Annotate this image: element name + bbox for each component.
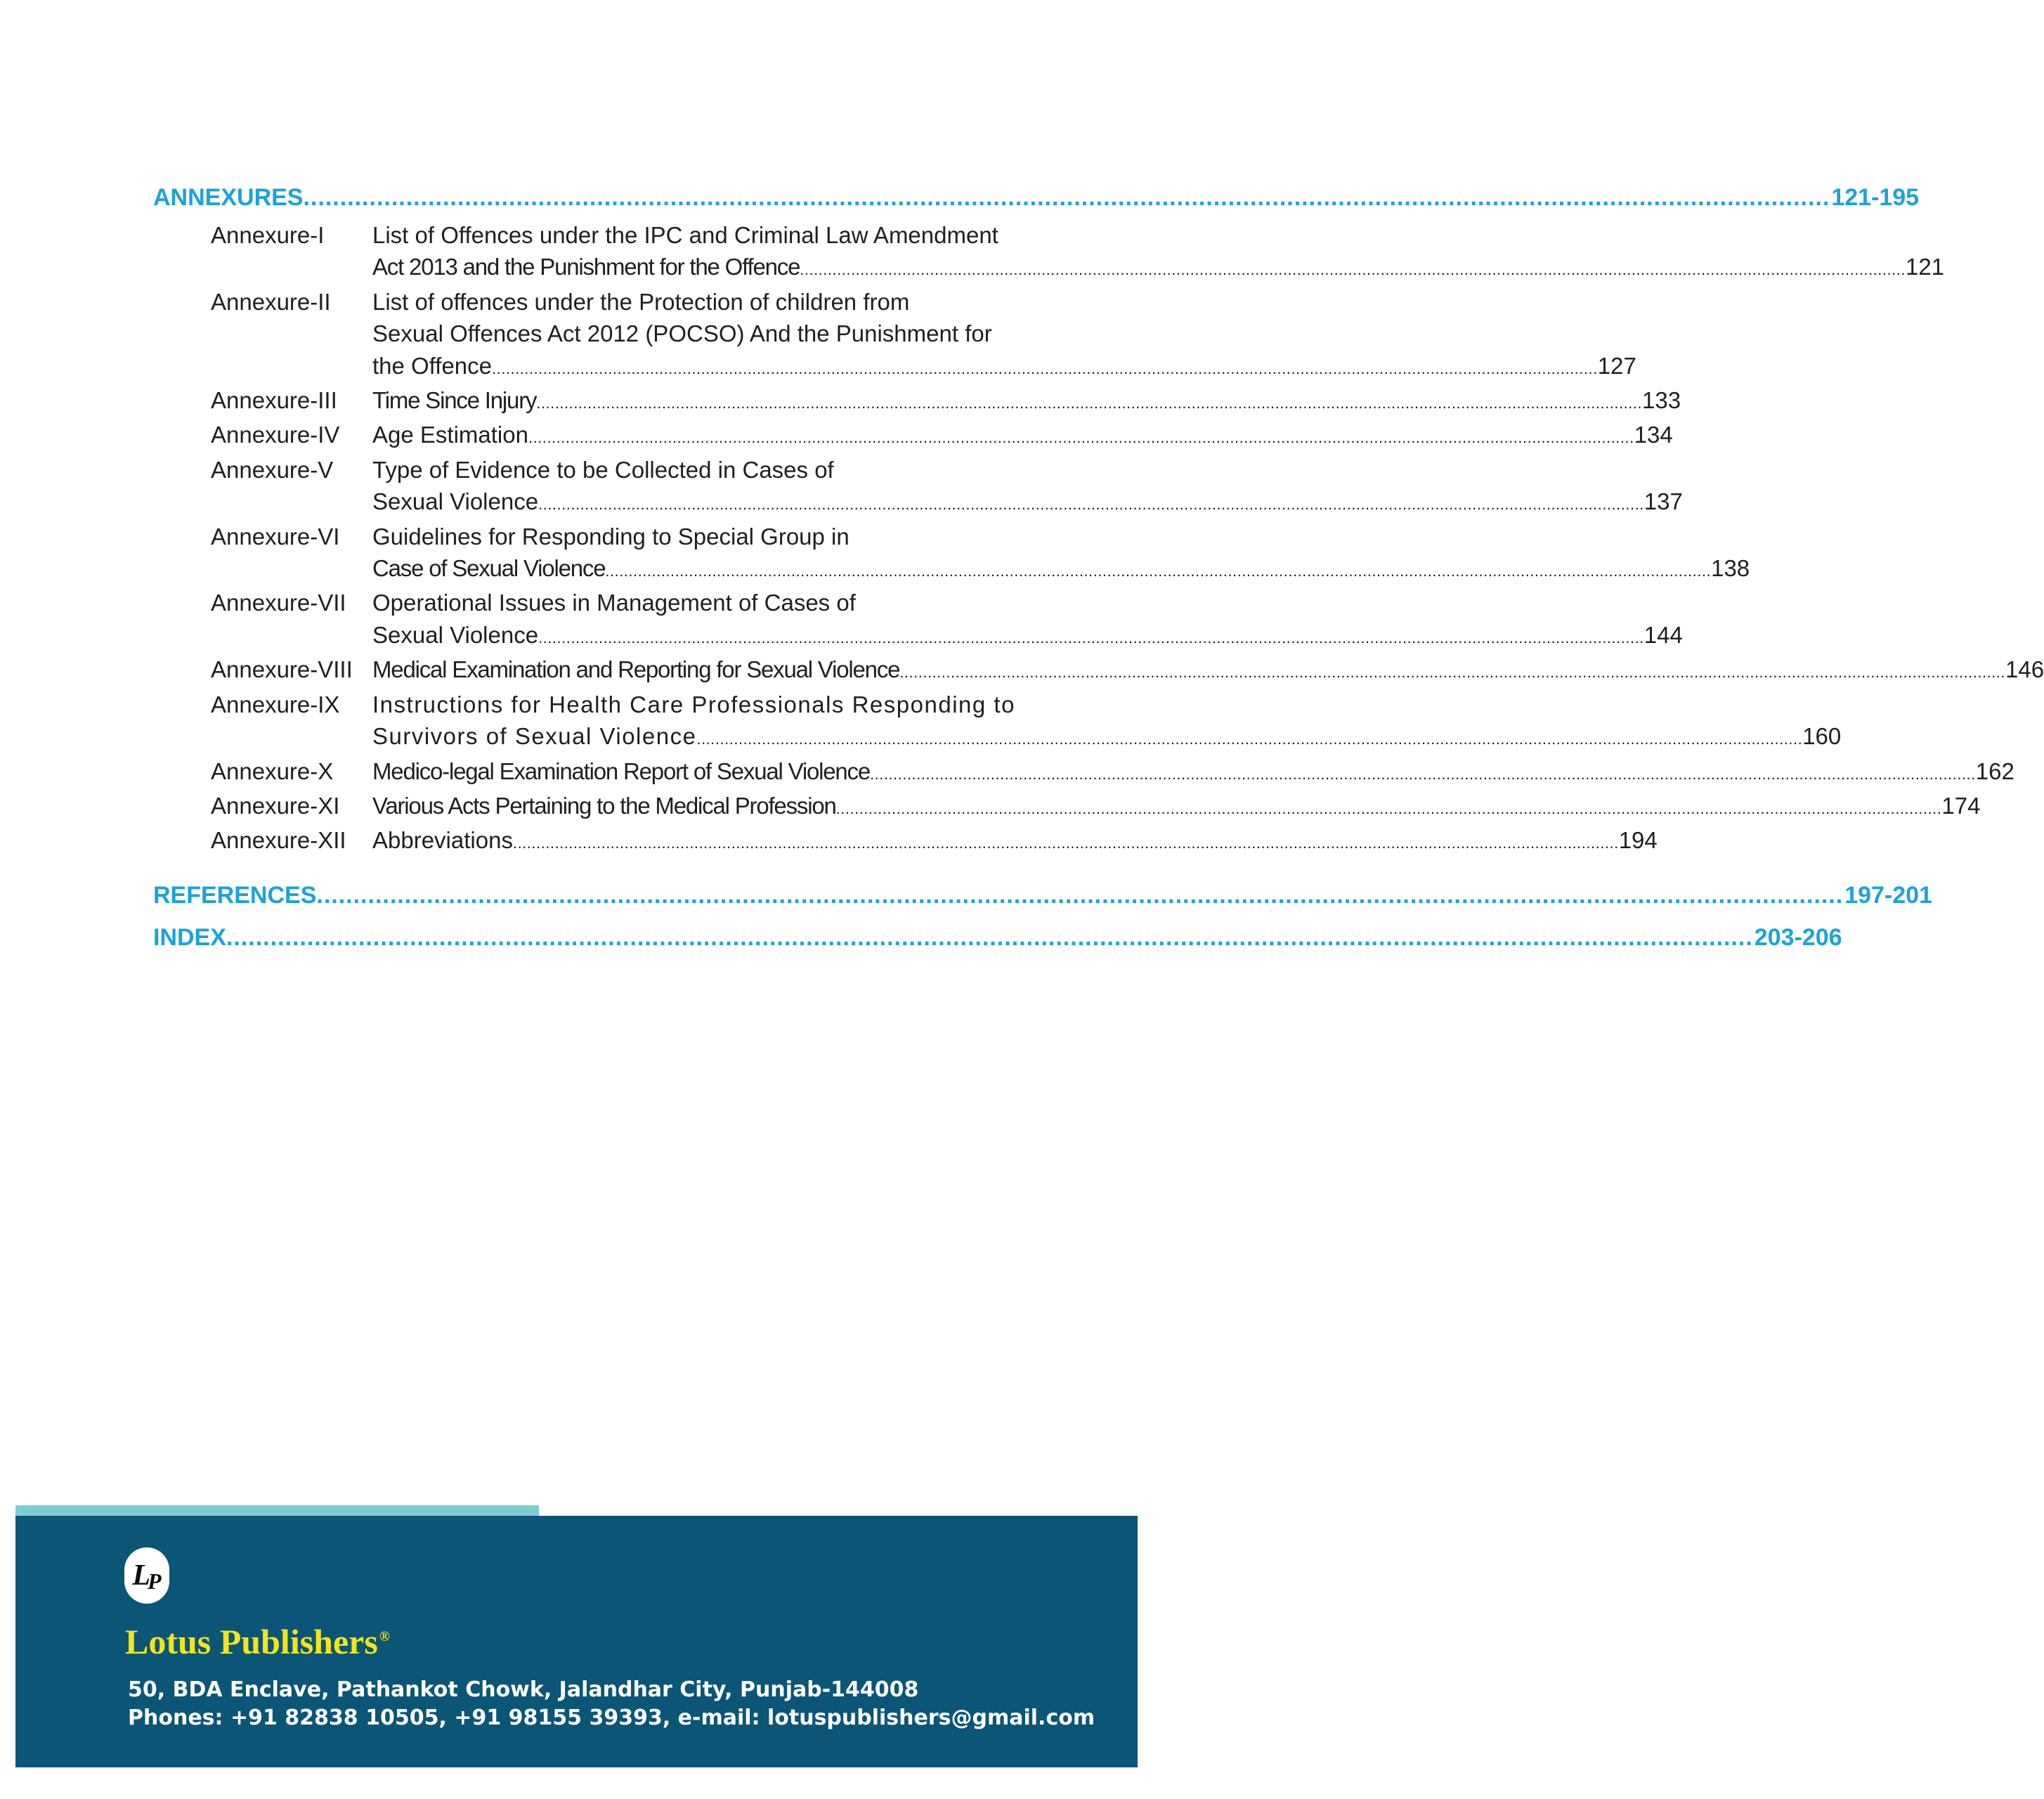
dot-leader xyxy=(899,656,2005,688)
entry-page: 174 xyxy=(1941,792,1981,819)
entry-page: 121 xyxy=(1905,254,1945,280)
dot-leader xyxy=(303,181,1830,214)
entry-title-line: Abbreviations xyxy=(372,827,513,854)
toc-entry xyxy=(211,286,1636,384)
entry-page: 162 xyxy=(1975,758,2014,784)
entry-title-line: Time Since Injury xyxy=(372,387,537,414)
entry-page: 144 xyxy=(1643,621,1683,648)
annexure-list xyxy=(211,219,2044,859)
dot-leader xyxy=(870,758,1976,790)
entry-page: 146 xyxy=(2005,656,2044,683)
toc-entry xyxy=(211,755,2014,790)
entry-title-line: Operational Issues in Management of Cases of xyxy=(372,590,856,616)
dot-leader xyxy=(528,422,1634,453)
entry-title-line: Various Acts Pertaining to the Medical Profession xyxy=(372,792,836,819)
entry-title-line: Sexual Violence xyxy=(372,488,539,515)
section-index xyxy=(153,921,1842,954)
entry-page: 133 xyxy=(1642,387,1681,414)
toc-entry xyxy=(211,824,1658,859)
dot-leader xyxy=(226,921,1753,954)
entry-page: 137 xyxy=(1643,488,1683,515)
toc-entry xyxy=(211,521,1750,587)
annexure-number: Annexure-II xyxy=(211,288,331,315)
entry-title-line: Age Estimation xyxy=(372,422,528,448)
entry-title-line: Act 2013 and the Punishment for the Offence xyxy=(372,254,800,280)
dot-leader xyxy=(513,827,1619,859)
publisher-contact: Phones: +91 82838 10505, +91 98155 39393, e-mail: lotuspublishers@gmail.com xyxy=(128,1706,1095,1730)
annexure-number: Annexure-III xyxy=(211,387,337,414)
publisher-name: Lotus Publishers ® xyxy=(125,1622,390,1661)
toc-entry xyxy=(211,454,1683,521)
annexure-number: Annexure-I xyxy=(211,222,325,248)
annexure-number: Annexure-VI xyxy=(211,523,340,550)
entry-title-line: Sexual Offences Act 2012 (POCSO) And the Punishment for xyxy=(372,320,992,347)
toc-entry xyxy=(211,790,1981,824)
dot-leader xyxy=(316,879,1843,911)
annexure-number: Annexure-VIII xyxy=(211,656,353,683)
entry-title-line: Guidelines for Responding to Special Group in xyxy=(372,523,850,550)
section-pages: 203-206 xyxy=(1754,923,1842,951)
toc-entry xyxy=(211,587,1683,654)
toc-entry xyxy=(211,419,1673,453)
entry-title-line: List of Offences under the IPC and Criminal Law Amendment xyxy=(372,222,998,248)
annexure-number: Annexure-X xyxy=(211,758,334,784)
table-of-contents xyxy=(153,181,2044,954)
dot-leader xyxy=(538,488,1644,520)
annexure-number: Annexure-V xyxy=(211,456,334,483)
entry-title-line: the Offence xyxy=(372,352,493,379)
toc-entry xyxy=(211,689,1842,755)
entry-title-line: Instructions for Health Care Professionals Responding to xyxy=(372,691,1015,717)
section-title: INDEX xyxy=(153,923,226,951)
dot-leader xyxy=(538,622,1644,654)
section-title: REFERENCES xyxy=(153,881,317,909)
entry-title-line: Survivors of Sexual Violence xyxy=(372,723,697,750)
entry-title-line: Type of Evidence to be Collected in Cases of xyxy=(372,456,834,483)
publisher-logo: L P xyxy=(124,1547,169,1604)
section-pages: 197-201 xyxy=(1844,881,1932,909)
entry-title-line: Case of Sexual Violence xyxy=(372,555,606,582)
registered-mark: ® xyxy=(379,1629,390,1645)
section-title: ANNEXURES xyxy=(153,184,304,211)
dot-leader xyxy=(492,353,1598,384)
dot-leader xyxy=(836,793,1942,824)
annexure-number: Annexure-IV xyxy=(211,422,340,448)
publisher-footer xyxy=(15,1516,1138,1767)
entry-title-line: Sexual Violence xyxy=(372,621,539,648)
section-pages: 121-195 xyxy=(1831,184,1920,211)
toc-entry xyxy=(211,219,1945,286)
entry-title-line: Medico-legal Examination Report of Sexual Violence xyxy=(372,758,870,784)
section-annexures xyxy=(153,181,1920,214)
section-references xyxy=(153,879,1932,911)
dot-leader xyxy=(605,555,1711,587)
dot-leader xyxy=(800,254,1906,285)
annexure-number: Annexure-IX xyxy=(211,691,340,717)
entry-page: 127 xyxy=(1597,352,1636,379)
entry-page: 138 xyxy=(1711,555,1750,582)
annexure-number: Annexure-XII xyxy=(211,827,346,854)
entry-page: 134 xyxy=(1634,422,1673,448)
annexure-number: Annexure-XI xyxy=(211,792,340,819)
publisher-address: 50, BDA Enclave, Pathankot Chowk, Jalandhar City, Punjab-144008 xyxy=(128,1677,919,1702)
entry-title-line: List of offences under the Protection of children from xyxy=(372,288,910,315)
entry-page: 160 xyxy=(1802,723,1842,750)
entry-page: 194 xyxy=(1618,827,1658,854)
dot-leader xyxy=(536,387,1642,419)
toc-entry xyxy=(211,654,2044,688)
toc-entry xyxy=(211,384,1681,419)
entry-title-line: Medical Examination and Reporting for Sexual Violence xyxy=(372,656,900,683)
annexure-number: Annexure-VII xyxy=(211,590,346,616)
dot-leader xyxy=(696,723,1802,755)
